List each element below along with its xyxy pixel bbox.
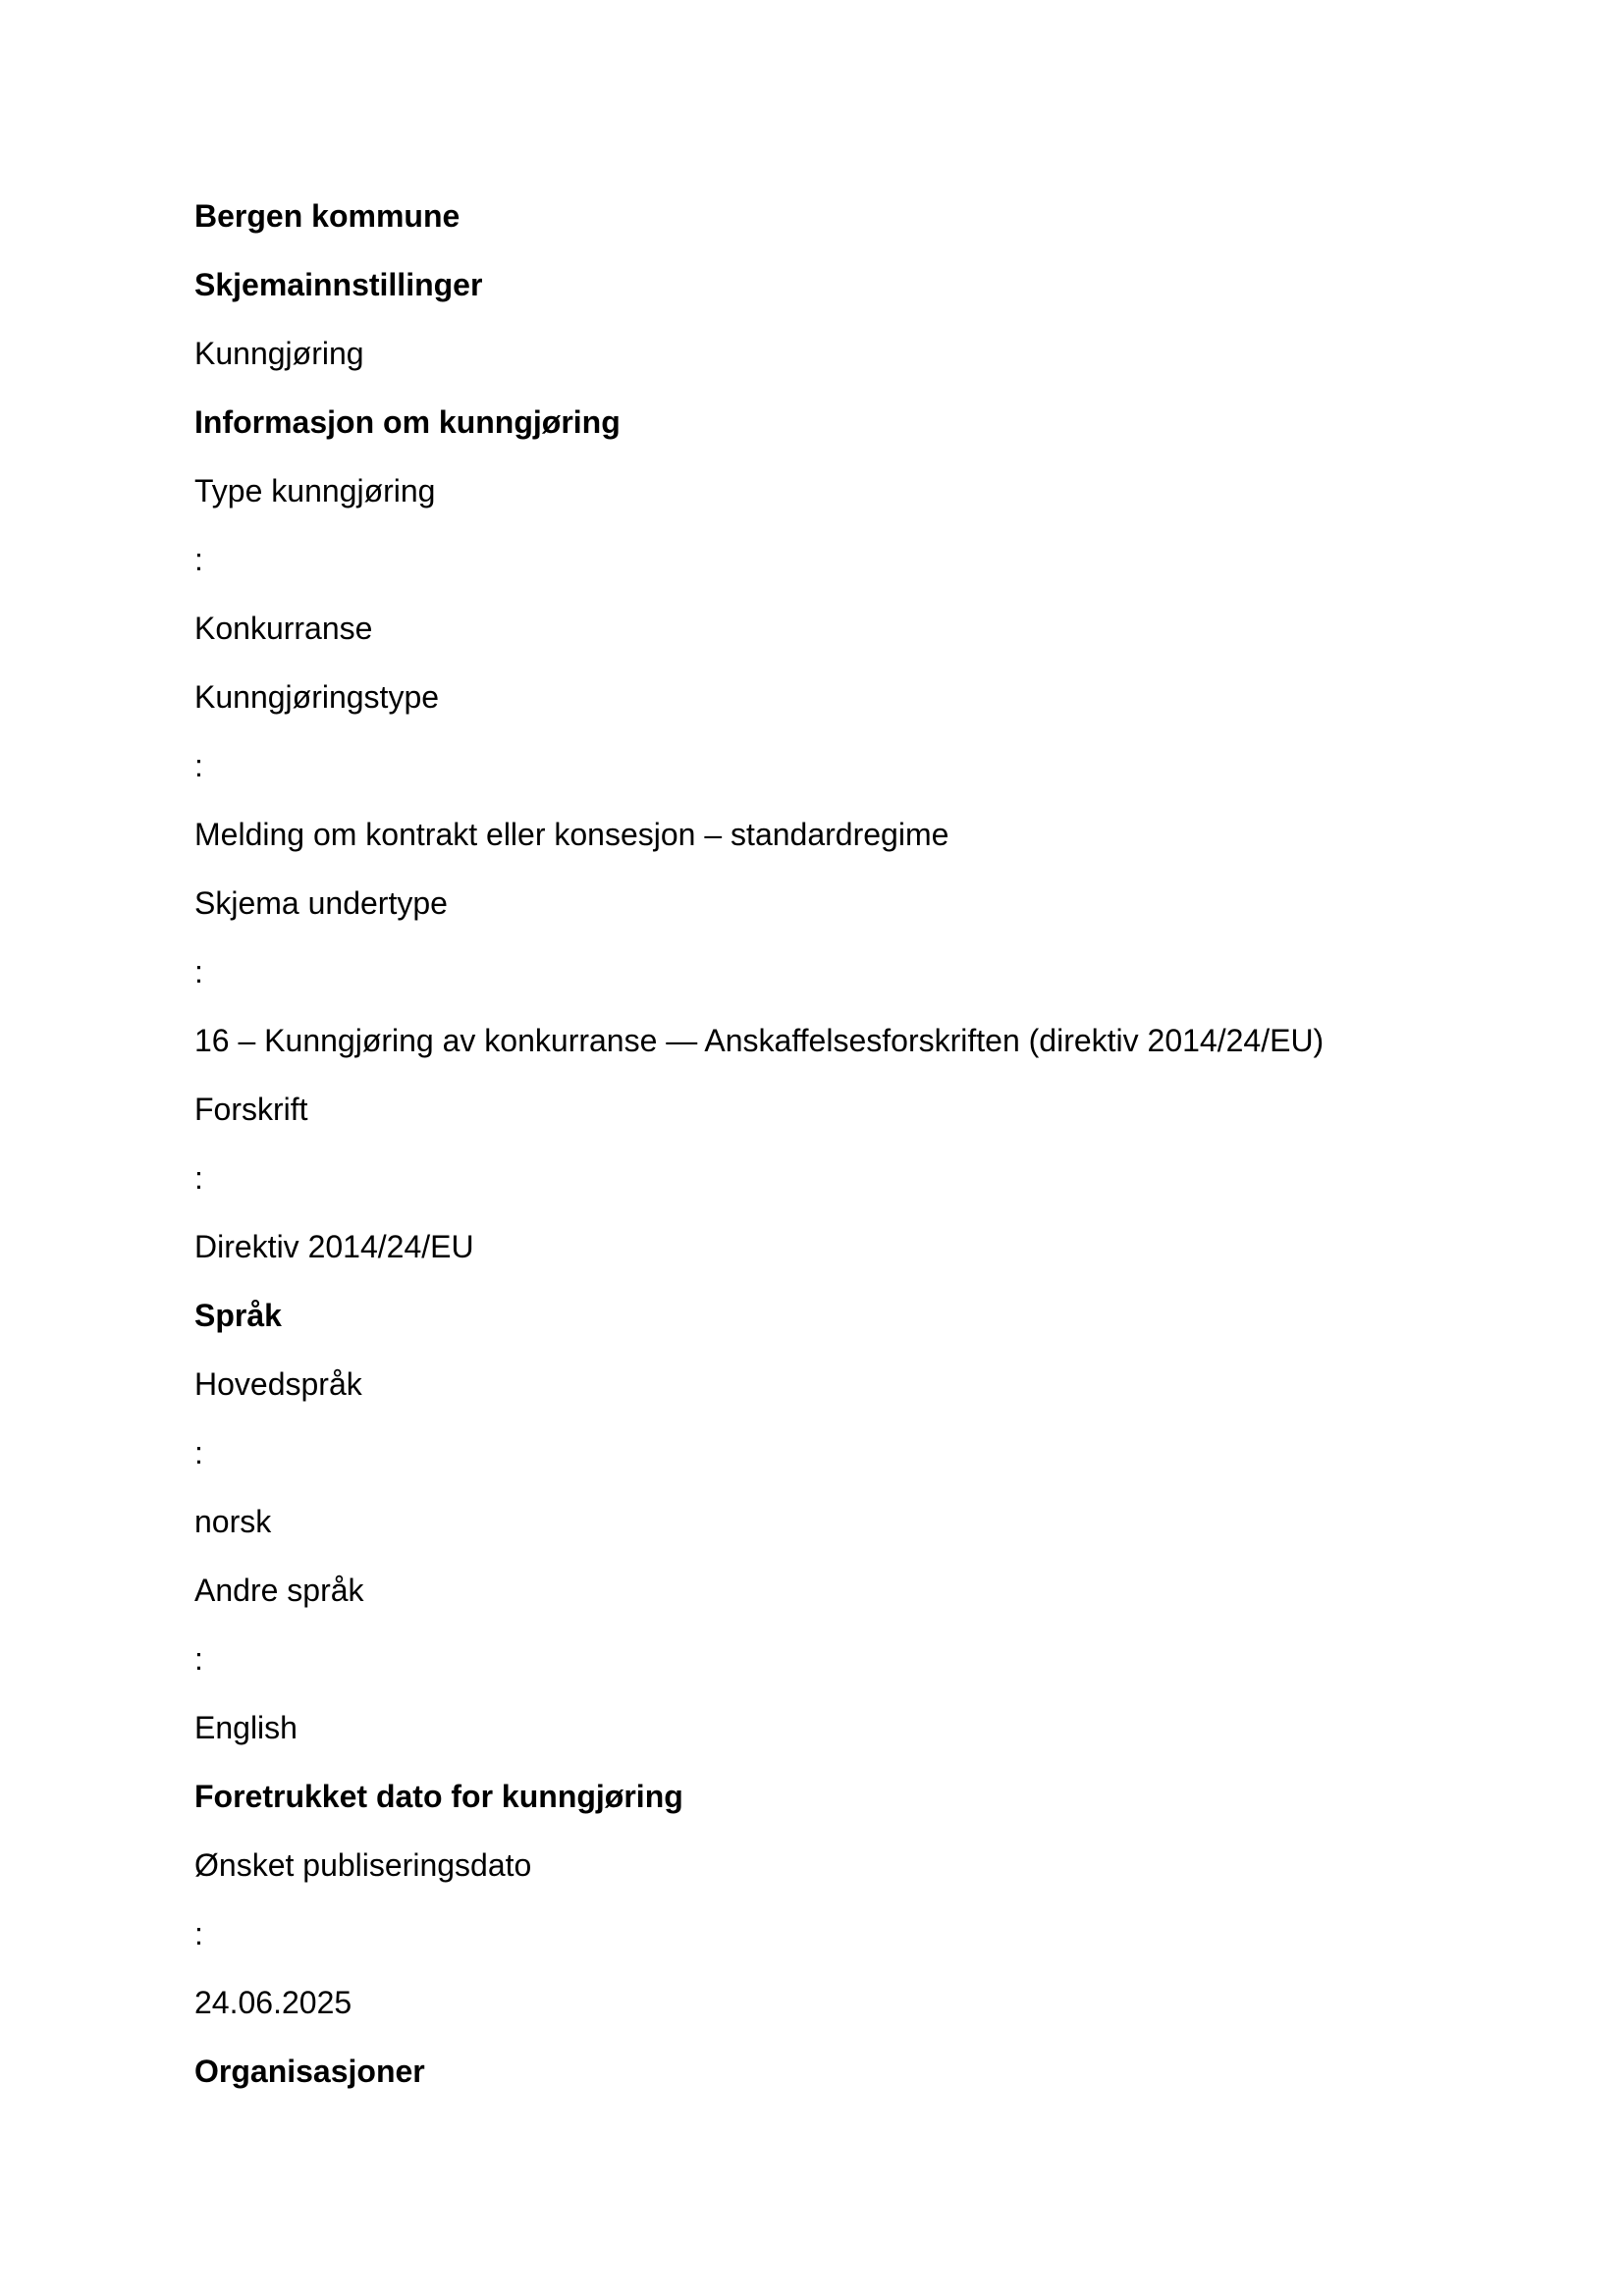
form-settings-heading: Skjemainnstillinger	[194, 267, 483, 302]
document-page	[194, 187, 1432, 2110]
main-language-value: norsk	[194, 1504, 272, 1539]
type-label: Type kunngjøring	[194, 473, 436, 508]
type-value: Konkurranse	[194, 611, 373, 646]
organization-title: Bergen kommune	[194, 198, 460, 234]
notice-type-value: Melding om kontrakt eller konsesjon – standardregime	[194, 817, 949, 852]
main-language-label: Hovedspråk	[194, 1366, 362, 1402]
regulation-value: Direktiv 2014/24/EU	[194, 1229, 474, 1264]
language-heading: Språk	[194, 1298, 282, 1333]
publication-date-value: 24.06.2025	[194, 1985, 352, 2020]
separator: :	[194, 1435, 203, 1470]
subtype-value: 16 – Kunngjøring av konkurranse — Anskaffelsesforskriften (direktiv 2014/24/EU)	[194, 1023, 1325, 1058]
separator: :	[194, 1160, 203, 1196]
other-language-label: Andre språk	[194, 1573, 364, 1608]
notice-label: Kunngjøring	[194, 336, 364, 371]
separator: :	[194, 748, 203, 783]
separator: :	[194, 542, 203, 577]
subtype-label: Skjema undertype	[194, 885, 448, 921]
separator: :	[194, 1916, 203, 1951]
regulation-label: Forskrift	[194, 1092, 308, 1127]
publication-date-heading: Foretrukket dato for kunngjøring	[194, 1779, 683, 1814]
separator: :	[194, 954, 203, 989]
publication-date-label: Ønsket publiseringsdato	[194, 1847, 532, 1883]
notice-type-label: Kunngjøringstype	[194, 679, 440, 715]
organizations-heading: Organisasjoner	[194, 2054, 425, 2089]
notice-info-heading: Informasjon om kunngjøring	[194, 404, 621, 440]
other-language-value: English	[194, 1710, 298, 1745]
separator: :	[194, 1641, 203, 1677]
